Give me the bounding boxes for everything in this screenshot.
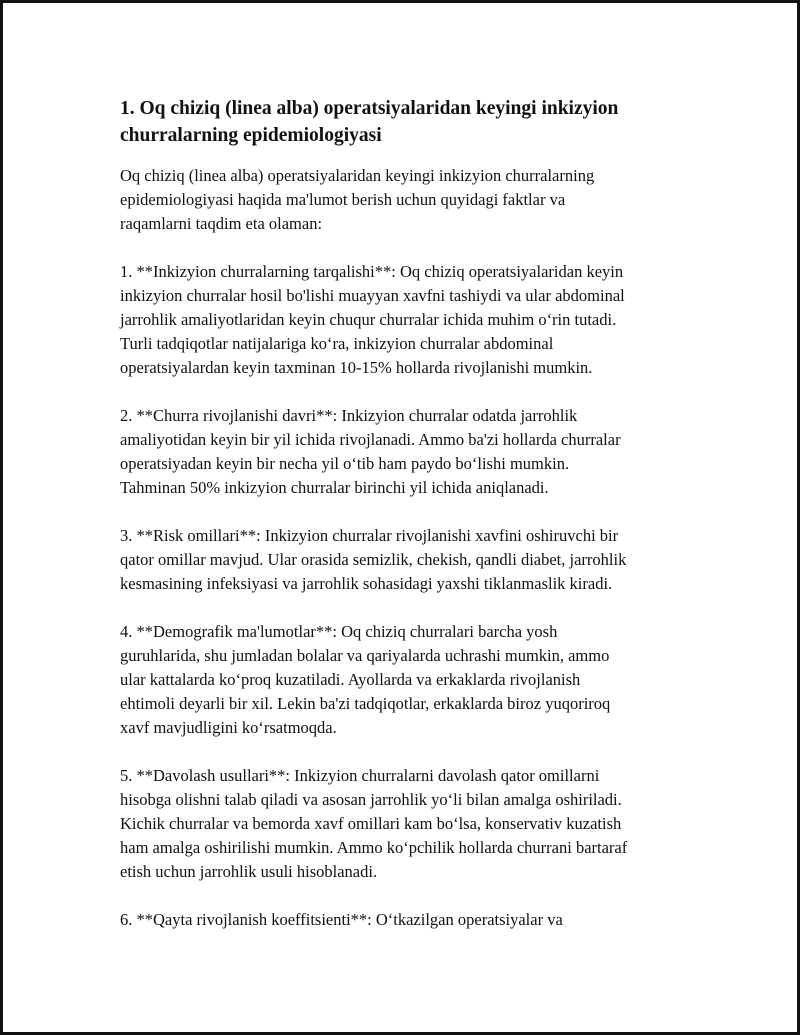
paragraph-line: etish uchun jarrohlik usuli hisoblanadi. <box>120 862 378 881</box>
paragraph-line: Turli tadqiqotlar natijalariga koʻra, inkizyion churralar abdominal <box>120 334 554 353</box>
paragraph-line: Tahminan 50% inkizyion churralar birinchi yil ichida aniqlanadi. <box>120 478 549 497</box>
intro-paragraph <box>120 164 700 236</box>
paragraph-line: 6. **Qayta rivojlanish koeffitsienti**: Oʻtkazilgan operatsiyalar va <box>120 910 563 929</box>
list-item-4 <box>120 620 700 740</box>
paragraph-line: ehtimoli deyarli bir xil. Lekin ba'zi tadqiqotlar, erkaklarda biroz yuqoriroq <box>120 694 611 713</box>
paragraph-line: xavf mavjudligini koʻrsatmoqda. <box>120 718 337 737</box>
paragraph-line: 3. **Risk omillari**: Inkizyion churralar rivojlanishi xavfini oshiruvchi bir <box>120 526 619 545</box>
paragraph-line: ham amalga oshirilishi mumkin. Ammo koʻpchilik hollarda churrani bartaraf <box>120 838 628 857</box>
paragraph-line: epidemiologiyasi haqida ma'lumot berish uchun quyidagi faktlar va <box>120 190 566 209</box>
paragraph-line: kesmasining infeksiyasi va jarrohlik sohasidagi yaxshi tiklanmaslik kiradi. <box>120 574 613 593</box>
section-heading <box>120 95 700 149</box>
paragraph-line: 1. **Inkizyion churralarning tarqalishi**: Oq chiziq operatsiyalaridan keyin <box>120 262 624 281</box>
paragraph-line: jarrohlik amaliyotlaridan keyin chuqur churralar ichida muhim oʻrin tutadi. <box>120 310 617 329</box>
paragraph-line: inkizyion churralar hosil bo'lishi muayyan xavfni tashiydi va ular abdominal <box>120 286 625 305</box>
list-item-3 <box>120 524 700 596</box>
heading-line: 1. Oq chiziq (linea alba) operatsiyalaridan keyingi inkizyion <box>120 98 619 119</box>
paragraph-line: operatsiyadan keyin bir necha yil oʻtib ham paydo boʻlishi mumkin. <box>120 454 570 473</box>
paragraph-line: raqamlarni taqdim eta olaman: <box>120 214 323 233</box>
list-item-6 <box>120 908 700 932</box>
paragraph-line: operatsiyalardan keyin taxminan 10-15% hollarda rivojlanishi mumkin. <box>120 358 593 377</box>
heading-line: churralarning epidemiologiyasi <box>120 125 382 146</box>
paragraph-line: 5. **Davolash usullari**: Inkizyion churralarni davolash qator omillarni <box>120 766 600 785</box>
paragraph-line: 2. **Churra rivojlanishi davri**: Inkizyion churralar odatda jarrohlik <box>120 406 578 425</box>
paragraph-line: Kichik churralar va bemorda xavf omillari kam boʻlsa, konservativ kuzatish <box>120 814 622 833</box>
list-item-1 <box>120 260 700 380</box>
document-body <box>120 95 700 932</box>
paragraph-line: hisobga olishni talab qiladi va asosan jarrohlik yoʻli bilan amalga oshiriladi. <box>120 790 622 809</box>
paragraph-line: ular kattalarda koʻproq kuzatiladi. Ayollarda va erkaklarda rivojlanish <box>120 670 581 689</box>
paragraph-line: 4. **Demografik ma'lumotlar**: Oq chiziq churralari barcha yosh <box>120 622 558 641</box>
list-item-5 <box>120 764 700 884</box>
paragraph-line: amaliyotidan keyin bir yil ichida rivojlanadi. Ammo ba'zi hollarda churralar <box>120 430 621 449</box>
paragraph-line: guruhlarida, shu jumladan bolalar va qariyalarda uchrashi mumkin, ammo <box>120 646 610 665</box>
list-item-2 <box>120 404 700 500</box>
paragraph-line: qator omillar mavjud. Ular orasida semizlik, chekish, qandli diabet, jarrohlik <box>120 550 627 569</box>
paragraph-line: Oq chiziq (linea alba) operatsiyalaridan keyingi inkizyion churralarning <box>120 166 595 185</box>
